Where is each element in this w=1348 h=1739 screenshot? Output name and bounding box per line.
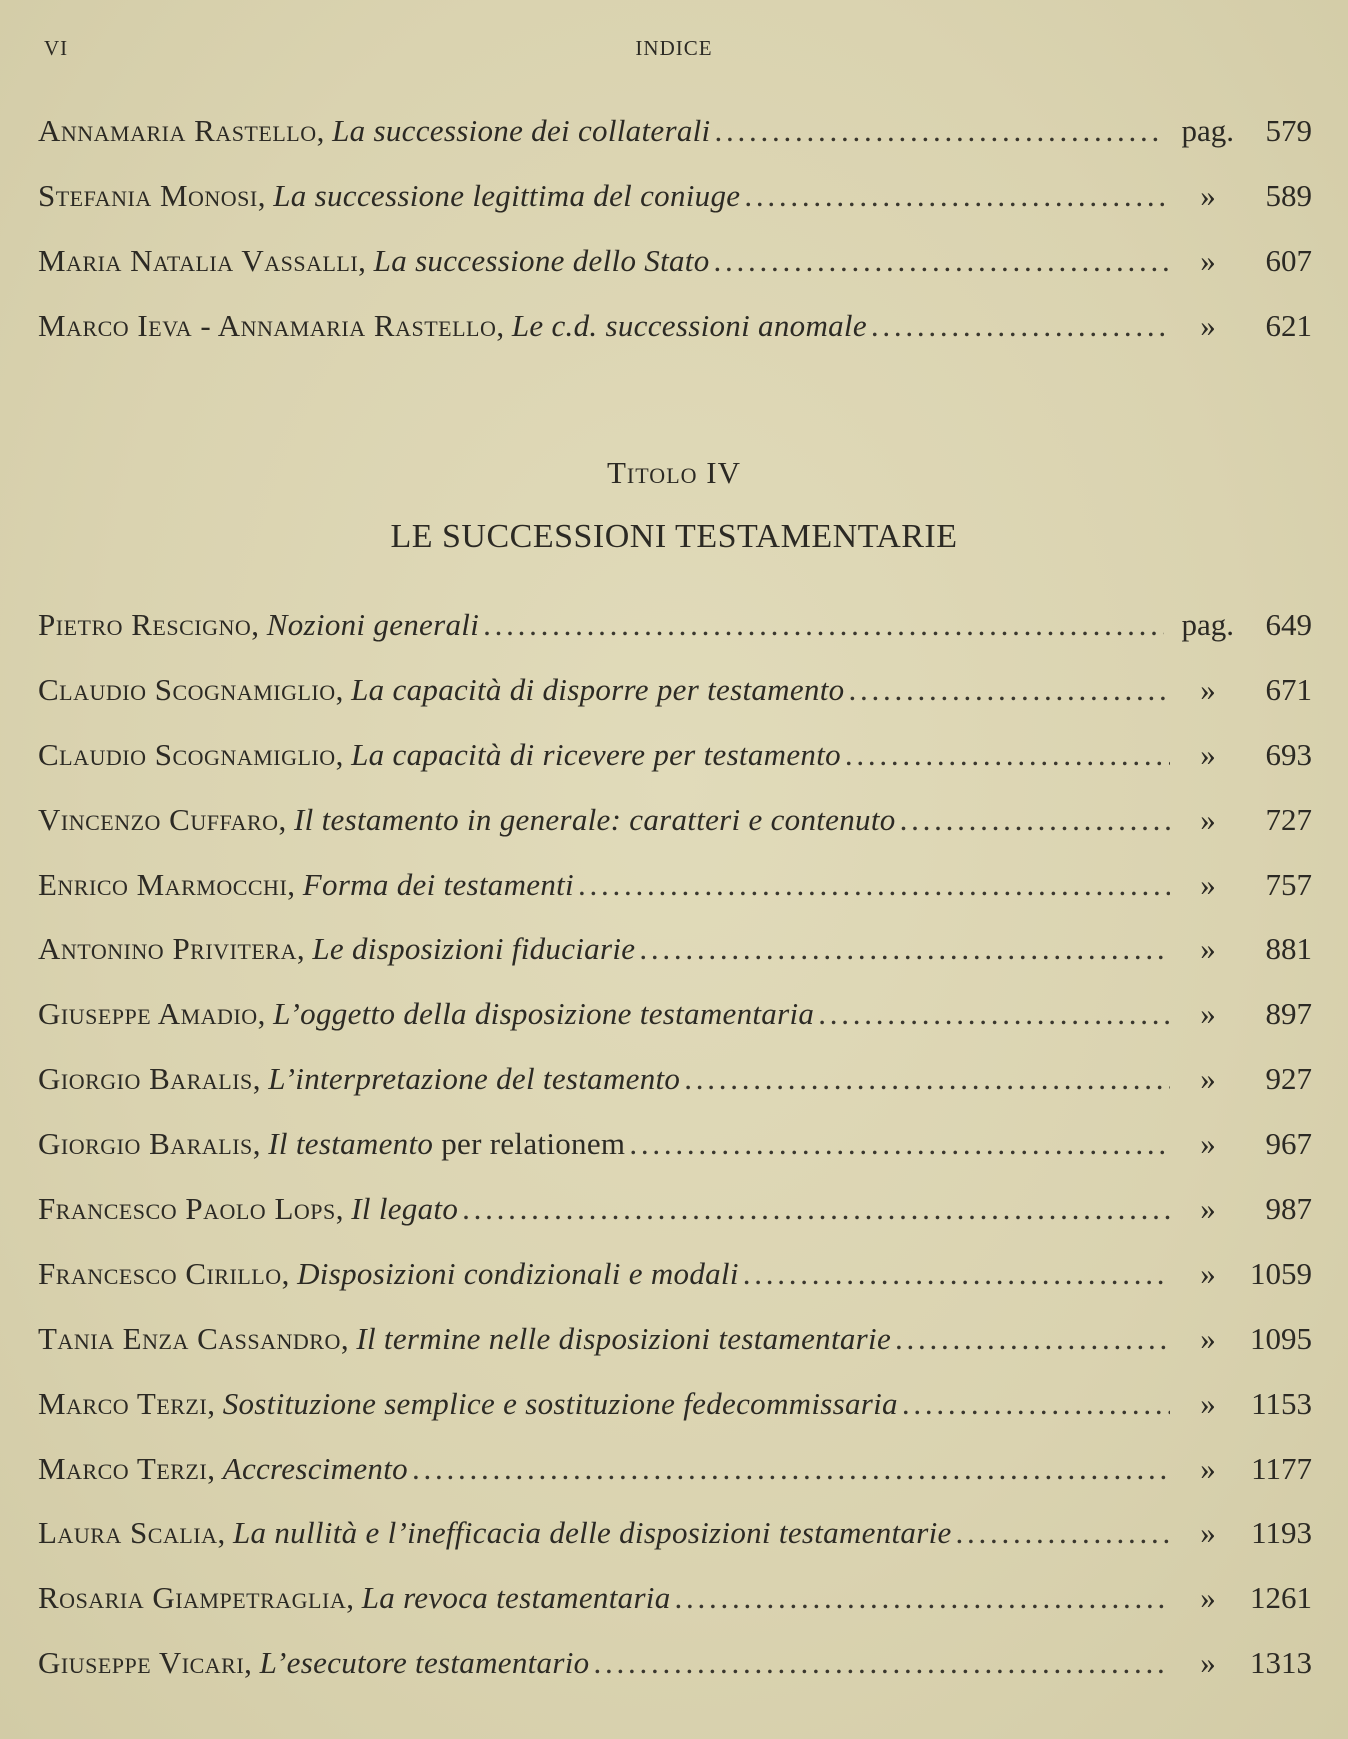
entry-page-number: 757 [1265, 866, 1312, 902]
entry-page-number: 649 [1265, 607, 1312, 642]
entry-separator: , [335, 736, 352, 772]
toc-entry [38, 1580, 1312, 1645]
toc-entry [38, 1191, 1312, 1256]
entry-page-number: 671 [1265, 671, 1312, 707]
entry-page-number: 1193 [1251, 1515, 1312, 1551]
entry-page-prefix: » [1200, 736, 1216, 772]
entry-page-number: 693 [1265, 736, 1312, 772]
toc-entry [38, 1321, 1312, 1386]
entry-author: Tania Enza Cassandro [38, 1320, 341, 1356]
toc-entry [38, 1061, 1312, 1126]
entry-separator: , [340, 1320, 357, 1356]
dot-leaders [714, 113, 1164, 149]
entry-page-prefix: pag. [1181, 113, 1234, 148]
toc-entry [38, 308, 1312, 373]
entry-work-title-text: La nullità e l’inefficacia delle disposizioni testamentarie [232, 1515, 952, 1551]
entry-separator: , [217, 1515, 233, 1551]
entry-separator: , [251, 607, 267, 642]
entry-work-title [512, 308, 867, 344]
entry-separator: , [252, 1061, 269, 1097]
dot-leaders [902, 1386, 1170, 1422]
toc-entry [38, 1386, 1312, 1451]
entry-page-prefix: pag. [1181, 607, 1234, 642]
entry-page-number: 967 [1265, 1126, 1312, 1162]
entry-separator: , [244, 1645, 260, 1681]
entry-work-title [268, 1061, 680, 1097]
toc-entry [38, 1515, 1312, 1580]
dot-leaders [675, 1580, 1170, 1616]
entry-page-prefix: » [1200, 1320, 1216, 1356]
entry-separator: , [257, 996, 274, 1032]
entry-author: Claudio Scognamiglio [38, 671, 336, 707]
entry-page-number: 1153 [1251, 1385, 1312, 1421]
entry-page-number: 881 [1265, 931, 1312, 967]
entry-author: Giorgio Baralis [38, 1061, 253, 1097]
entry-page-prefix: » [1200, 671, 1216, 707]
entry-page-prefix: » [1200, 1126, 1216, 1162]
entry-text [38, 1451, 1176, 1487]
entry-text [38, 672, 1176, 708]
dot-leaders [845, 737, 1170, 773]
entry-work-title-text: Le disposizioni fiduciarie [312, 931, 636, 967]
entry-page-prefix: » [1200, 1061, 1216, 1097]
entry-text [38, 607, 1170, 643]
entry-work-title [294, 802, 896, 838]
entry-work-title-text: La successione legittima del coniuge [273, 177, 741, 213]
entry-text [38, 996, 1176, 1032]
toc-entry [38, 1451, 1312, 1516]
toc-entry [38, 931, 1312, 996]
entry-text [38, 802, 1176, 838]
entry-text [38, 1645, 1176, 1681]
entry-work-title [332, 113, 710, 149]
entry-work-title-text: Il testamento [268, 1126, 434, 1162]
entry-text [38, 867, 1176, 903]
entry-author: Francesco Paolo Lops [38, 1191, 336, 1227]
dot-leaders [684, 1061, 1170, 1097]
toc-entry [38, 867, 1312, 932]
entry-text [38, 113, 1170, 149]
entry-work-title [362, 1580, 671, 1616]
entry-page-prefix: » [1200, 1191, 1216, 1227]
entry-work-title-text: La capacità di disporre per testamento [351, 671, 845, 707]
entry-work-title-text: L’oggetto della disposizione testamentaria [273, 996, 815, 1032]
entry-separator: , [252, 1126, 269, 1162]
entry-author: Annamaria Rastello [38, 113, 317, 148]
entry-page-number: 1059 [1250, 1255, 1312, 1291]
toc-entry [38, 737, 1312, 802]
entry-page-number: 927 [1265, 1061, 1312, 1097]
entry-work-title [303, 867, 574, 903]
toc-top-list [38, 113, 1312, 373]
toc-entry [38, 1126, 1312, 1191]
entry-text [38, 1126, 1176, 1162]
entry-text [38, 1321, 1176, 1357]
entry-work-title [273, 178, 740, 214]
entry-page-prefix: » [1200, 1580, 1216, 1616]
section-title: LE SUCCESSIONI TESTAMENTARIE [390, 518, 958, 555]
toc-entry [38, 1256, 1312, 1321]
entry-work-title [267, 607, 479, 643]
dot-leaders [895, 1321, 1170, 1357]
dot-leaders [744, 178, 1170, 214]
entry-page-number: 579 [1265, 113, 1312, 148]
entry-work-title-text: Il termine nelle disposizioni testamentarie [356, 1320, 892, 1356]
entry-work-title-text: Nozioni generali [266, 607, 480, 642]
entry-page-prefix: » [1200, 1450, 1216, 1486]
entry-author: Enrico Marmocchi [38, 866, 288, 902]
entry-work-title [351, 672, 844, 708]
entry-work-title-text: Sostituzione semplice e sostituzione fedecommissaria [222, 1385, 898, 1421]
toc-section-list [38, 607, 1312, 1710]
entry-author: Francesco Cirillo [38, 1255, 282, 1291]
entry-author: Stefania Monosi [38, 177, 258, 213]
entry-separator: , [287, 866, 303, 902]
entry-text [38, 1515, 1176, 1551]
dot-leaders [412, 1451, 1170, 1487]
dot-leaders [629, 1126, 1170, 1162]
entry-page-number: 1095 [1250, 1320, 1312, 1356]
entry-page-prefix: » [1200, 1515, 1216, 1551]
entry-separator: , [316, 113, 333, 148]
running-head [40, 36, 1308, 66]
entry-author: Rosaria Giampetraglia [38, 1580, 347, 1616]
entry-page-number: 987 [1265, 1191, 1312, 1227]
toc-entry [38, 178, 1312, 243]
entry-text [38, 308, 1176, 344]
dot-leaders [743, 1256, 1170, 1292]
entry-work-title-roman: per relationem [433, 1126, 626, 1162]
entry-page-prefix: » [1200, 1645, 1216, 1681]
dot-leaders [593, 1645, 1170, 1681]
entry-text [38, 1386, 1176, 1422]
entry-author: Laura Scalia [38, 1515, 218, 1551]
entry-separator: , [496, 307, 512, 343]
entry-work-title-text: Accrescimento [222, 1450, 408, 1486]
toc-entry [38, 1645, 1312, 1710]
entry-separator: , [335, 671, 352, 707]
entry-separator: , [278, 801, 295, 837]
entry-separator: , [358, 242, 374, 278]
entry-page-prefix: » [1200, 996, 1216, 1032]
entry-author: Pietro Rescigno [38, 607, 252, 642]
entry-author: Giuseppe Vicari [38, 1645, 245, 1681]
toc-entry [38, 607, 1312, 672]
entry-work-title-text: Il legato [351, 1191, 459, 1227]
entry-text [38, 1191, 1176, 1227]
entry-page-prefix: » [1200, 1255, 1216, 1291]
toc-entry [38, 113, 1312, 178]
entry-work-title [351, 737, 841, 773]
entry-work-title-text: L’interpretazione del testamento [268, 1061, 681, 1097]
toc-entry [38, 802, 1312, 867]
entry-author: Claudio Scognamiglio [38, 736, 336, 772]
entry-work-title-text: La successione dei collaterali [332, 113, 711, 148]
entry-separator: , [335, 1191, 352, 1227]
entry-work-title [268, 1126, 625, 1162]
entry-author: Giuseppe Amadio [38, 996, 258, 1032]
entry-page-number: 1313 [1250, 1645, 1312, 1681]
entry-text [38, 1061, 1176, 1097]
entry-page-number: 589 [1265, 177, 1312, 213]
entry-page-number: 727 [1265, 801, 1312, 837]
entry-page-prefix: » [1200, 307, 1216, 343]
entry-separator: , [257, 177, 274, 213]
section-label: Titolo IV [607, 455, 741, 490]
entry-work-title-text: Il testamento in generale: caratteri e contenuto [294, 801, 896, 837]
entry-author: Marco Terzi [38, 1385, 208, 1421]
entry-text [38, 243, 1176, 279]
dot-leaders [818, 996, 1170, 1032]
entry-separator: , [296, 931, 313, 967]
entry-author: Maria Natalia Vassalli [38, 242, 359, 278]
entry-author: Antonino Privitera [38, 931, 297, 967]
entry-page-prefix: » [1200, 242, 1216, 278]
entry-page-number: 621 [1265, 307, 1312, 343]
entry-page-prefix: » [1200, 177, 1216, 213]
toc-entry [38, 672, 1312, 737]
entry-work-title-text: La revoca testamentaria [361, 1580, 671, 1616]
entry-author: Marco Terzi [38, 1450, 208, 1486]
entry-text [38, 1256, 1176, 1292]
entry-work-title [312, 931, 635, 967]
entry-separator: , [346, 1580, 362, 1616]
dot-leaders [900, 802, 1170, 838]
entry-text [38, 931, 1176, 967]
entry-page-prefix: » [1200, 866, 1216, 902]
dot-leaders [578, 867, 1170, 903]
entry-page-prefix: » [1200, 801, 1216, 837]
entry-work-title [233, 1515, 952, 1551]
toc-entry [38, 243, 1312, 308]
entry-work-title-text: L’esecutore testamentario [259, 1645, 590, 1681]
entry-author: Marco Ieva - Annamaria Rastello [38, 307, 497, 343]
entry-work-title-text: La capacità di ricevere per testamento [351, 736, 841, 772]
entry-separator: , [281, 1255, 298, 1291]
entry-author: Giorgio Baralis [38, 1126, 253, 1162]
dot-leaders [462, 1191, 1170, 1227]
entry-work-title [273, 996, 814, 1032]
entry-text [38, 178, 1176, 214]
entry-page-number: 897 [1265, 996, 1312, 1032]
running-title: INDICE [635, 36, 713, 60]
entry-work-title [351, 1191, 458, 1227]
entry-work-title [260, 1645, 590, 1681]
entry-author: Vincenzo Cuffaro [38, 801, 279, 837]
entry-work-title [356, 1321, 891, 1357]
entry-separator: , [207, 1385, 223, 1421]
dot-leaders [639, 931, 1170, 967]
entry-work-title-text: La successione dello Stato [373, 242, 710, 278]
entry-work-title [223, 1451, 408, 1487]
entry-page-prefix: » [1200, 931, 1216, 967]
entry-page-number: 607 [1265, 242, 1312, 278]
entry-work-title-text: Forma dei testamenti [302, 866, 574, 902]
page-number: VI [44, 36, 69, 60]
entry-separator: , [207, 1450, 223, 1486]
dot-leaders [871, 308, 1170, 344]
entry-page-prefix: » [1200, 1385, 1216, 1421]
dot-leaders [483, 607, 1164, 643]
dot-leaders [956, 1515, 1170, 1551]
entry-page-number: 1261 [1250, 1580, 1312, 1616]
dot-leaders [714, 243, 1170, 279]
entry-work-title-text: Le c.d. successioni anomale [511, 307, 867, 343]
entry-work-title [297, 1256, 739, 1292]
entry-work-title [223, 1386, 898, 1422]
toc-entry [38, 996, 1312, 1061]
entry-work-title-text: Disposizioni condizionali e modali [297, 1255, 739, 1291]
dot-leaders [848, 672, 1170, 708]
entry-text [38, 737, 1176, 773]
entry-work-title [374, 243, 710, 279]
entry-text [38, 1580, 1176, 1616]
entry-page-number: 1177 [1251, 1450, 1312, 1486]
